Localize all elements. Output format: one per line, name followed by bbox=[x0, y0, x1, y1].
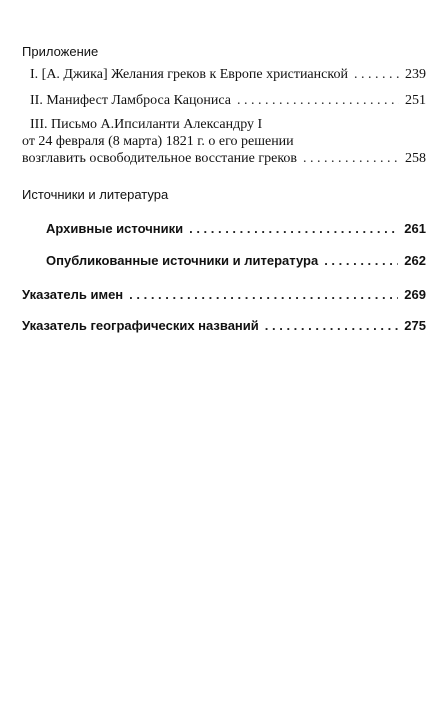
toc-entry-page: 269 bbox=[404, 287, 426, 302]
toc-entry-page: 239 bbox=[405, 67, 426, 82]
toc-entry-page: 262 bbox=[404, 253, 426, 268]
dot-leader bbox=[303, 151, 399, 167]
appendix-heading: Приложение bbox=[22, 44, 99, 59]
toc-entry-title: Указатель географических названий bbox=[22, 318, 259, 333]
toc-entry-appendix-3 bbox=[22, 151, 426, 167]
dot-leader bbox=[129, 287, 398, 303]
toc-entry-index-geographic bbox=[22, 318, 426, 334]
toc-entry-published-sources bbox=[46, 253, 426, 269]
dot-leader bbox=[265, 318, 399, 334]
toc-entry-title: Указатель имен bbox=[22, 287, 124, 302]
toc-entry-appendix-3-line1: III. Письмо А.Ипсиланти Александру I bbox=[30, 117, 263, 132]
toc-entry-archival-sources bbox=[46, 221, 426, 237]
toc-entry-title: I. [А. Джика] Желания греков к Европе христианской bbox=[30, 67, 348, 82]
dot-leader bbox=[354, 67, 399, 83]
toc-entry-appendix-1 bbox=[30, 67, 426, 83]
toc-entry-title: Архивные источники bbox=[46, 221, 184, 236]
toc-entry-appendix-3-line2: от 24 февраля (8 марта) 1821 г. о его решении bbox=[22, 134, 294, 149]
toc-entry-title: II. Манифест Ламброса Кацониса bbox=[30, 93, 232, 108]
sources-heading: Источники и литература bbox=[22, 187, 169, 202]
toc-entry-page: 275 bbox=[404, 318, 426, 333]
toc-entry-title: возглавить освободительное восстание греков bbox=[22, 151, 298, 166]
toc-entry-title: Опубликованные источники и литература bbox=[46, 253, 319, 268]
toc-entry-page: 261 bbox=[404, 221, 426, 236]
toc-entry-index-names bbox=[22, 287, 426, 303]
dot-leader bbox=[189, 221, 398, 237]
dot-leader bbox=[237, 93, 399, 109]
toc-entry-page: 251 bbox=[405, 93, 426, 108]
toc-entry-appendix-2 bbox=[30, 93, 426, 109]
toc-entry-page: 258 bbox=[405, 151, 426, 166]
dot-leader bbox=[324, 253, 398, 269]
